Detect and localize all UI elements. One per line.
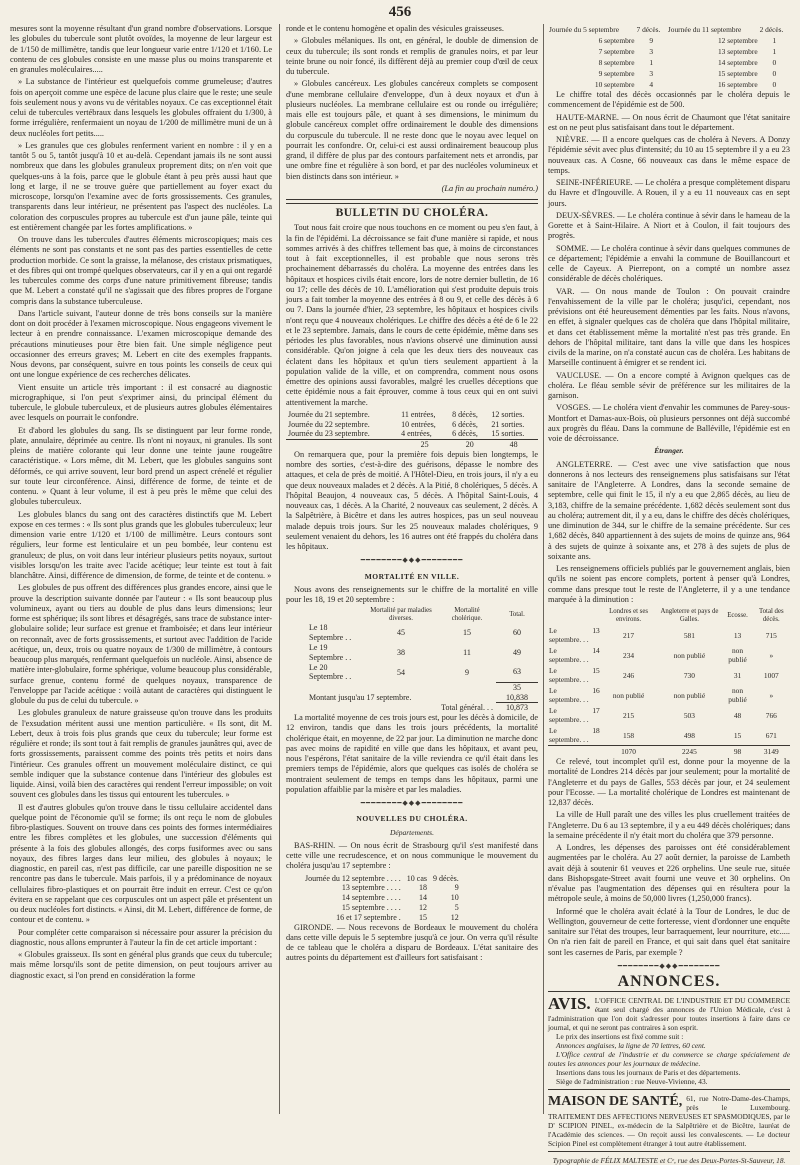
ad-line: Insertions dans tous les journaux de Paris et des départements. — [556, 1068, 741, 1078]
table-cell: Le 20 Septembre . . — [309, 662, 352, 682]
table-cell: 49 — [513, 647, 521, 657]
table-cell: 581 — [683, 630, 695, 640]
table-row — [306, 703, 538, 713]
table-cell: 10 — [450, 893, 459, 903]
ad-text: 61, rue Notre-Dame-des-Champs, près le Luxembourg. TRAITEMENT DES AFFECTIONS NERVEUSES ET SPASMODIQUES, par le D' SCIPION PINEL, ex-médecin de la Salpêtrière et de Bicêtre, lauréat de l'Académie des sciences. — On reçoit aussi les convalescents. — Le docteur Scipion Pinel est complètement étranger à tout autre établissement. — [548, 1094, 790, 1149]
table-cell: 715 — [765, 630, 777, 640]
table-cell: 9 — [454, 883, 459, 893]
divider — [286, 199, 538, 200]
table-cell: 16 et 17 septembre . — [336, 912, 401, 922]
table-cell: 16 septembre — [717, 80, 758, 89]
section-title-annonces: ANNONCES. — [617, 973, 721, 990]
ad-headline: MAISON DE SANTÉ, — [548, 1094, 683, 1110]
divider — [286, 203, 538, 204]
paragraph: ronde et le contenu homogène et opalin des vésicules graisseuses. — [286, 24, 504, 33]
section-title-mortalite: MORTALITÉ EN VILLE. — [364, 571, 460, 581]
table-cell: 4 entrées, — [401, 429, 432, 439]
advertisement-avis — [548, 996, 790, 1086]
table-row — [306, 663, 538, 683]
table-cell: 0 — [772, 80, 777, 89]
header-cell: Ecosse. — [727, 612, 748, 619]
england-table — [548, 607, 790, 757]
table-row — [548, 46, 790, 57]
table-row — [306, 682, 538, 692]
paragraph: Ce relevé, tout incomplet qu'il est, donne pour la moyenne de la mortalité de Londres 214 décès par jour seulement; pour la mortalité de l'Angleterre et du pays de Galles, 553 décès par jour, et 24 seulement pour l'Ecosse. — La mortalité cholérique de Londres est maintenant de 12,837 décès. — [548, 757, 790, 807]
paragraph: » Globules cancéreux. Les globules cancéreux complets se composent d'une membrane cellulaire d'enveloppe, d'un à deux noyaux et d'un à plusieurs nucléoles. La membrane cellulaire est ou ronde ou irrégulière; mais elle est toujours pâle, et quant à ses dimensions, le minimum du globule cancéreux complet offre ordinairement le double des dimensions du corpuscule du tubercule. Il ne reste donc que le noyau avec lequel on pourrait les confondre. Or, celui-ci est aussi ordinairement beaucoup plus grand, il diffère de plus par des contours parfaitement nets et arrondis, par une ombre fine et régulière à son bord, et par des nucléoles volumineux et bien distincts dans son intérieur. » — [286, 79, 538, 181]
table-cell: 12 sorties. — [491, 409, 525, 419]
gironde-table — [548, 24, 790, 90]
table-cell: 15 sorties. — [491, 429, 525, 439]
table-cell: 15 septembre — [717, 69, 758, 78]
table-cell: 15 septembre . . . . — [341, 903, 401, 912]
table-cell: 3 — [649, 69, 654, 78]
paragraph: Il est d'autres globules qu'on trouve dans le tissu cellulaire accidentel dans quelque point de l'économie qu'il se forme; ils ont reçu le nom de globules fibro-plastiques. Souvent on trouve dans ces points des formes intermédiaires entre les fibres complètes et les globules, une succession d'éléments qui présente à la fois des globules allongés, des corps fusiformes avec ou sans noyaux, des fibres larges dans leur milieu, des globules à noyaux; le diagnostic, en pareil cas, n'est pas difficile, car une pareille disposition ne se rencontre pas dans le tubercule. Mais parfois, il y a prédominance de noyaux cellulaires fibro-plastiques et on pourrait être induit en erreur. C'est ce qu'on évitera en se rappelant que ces corpuscules ont un aspect pâle et présentent un ou deux nucléoles fort distincts. « Ainsi, dit M. Lebert, différence de forme, de contour et de contenu. » — [10, 802, 272, 925]
header-cell: Mortalité cholérique. — [451, 607, 483, 623]
table-cell: 3 — [649, 47, 654, 56]
paragraph: SOMME. — Le choléra continue à sévir dans quelques communes de ce département; l'épidémie a envahi la commune de Bouillancourt et celle de Cayeux. A Pierrepont, on a compté un nombre assez considérable de décès cholériques. — [548, 243, 790, 284]
total-cell: 1070 — [621, 747, 636, 756]
table-row-totals — [548, 746, 790, 758]
column-1 — [10, 24, 272, 1114]
table-cell: Le 19 Septembre . . — [309, 643, 352, 662]
total-cell: 20 — [465, 440, 474, 450]
ad-headline: AVIS. — [548, 994, 591, 1014]
paragraph: » Les granules que ces globules renferment varient en nombre : il y en a tantôt 5 ou 5, tantôt jusqu'à 10 et au-delà. Cependant jamais ils ne sont aussi nombreux que dans les globules granuleux proprement dits; on n'en voit que quelques-uns à la fois, parce que le globule étant à peu près aussi haut que long et large, il ne se trouve guère que partiellement au foyer exact du microscope, lorsqu'on l'examine avec de forts grossissements. Ces granules, transparents dans leur intérieur, ne présentent pas l'aspect des nucléoles. La coloration des corpuscules propres au tubercule est d'un jaune pâle, teinte qui est entièrement changée par les fortes amplifications. » — [10, 140, 272, 232]
table-cell: 1007 — [763, 670, 779, 680]
table-cell: 234 — [623, 650, 635, 660]
table-cell: Le 18 septembre. . . — [549, 726, 600, 744]
table-cell: 158 — [623, 730, 635, 740]
table-cell: 12 — [418, 903, 427, 912]
table-cell: 45 — [397, 628, 405, 638]
table-cell: 11 — [463, 647, 471, 657]
total-cell: 2245 — [682, 747, 697, 756]
table-cell: 48 — [733, 710, 742, 720]
table-cell: 6 septembre — [598, 36, 635, 45]
total-cell: 48 — [509, 440, 518, 450]
paragraph: A Londres, les dépenses des paroisses ont été considérablement augmentées par le choléra. Au 27 août dernier, la paroisse de Lambeth avait déjà à soutenir 61 veuves et 226 orphelins. Une seule rue, située dans Bishopsgate-Street avait fourni une veuve et 30 orphelins. On n'évalue pas l'augmentation des dépenses qui en résultera pour la métropole seule, à moins de 50,000 livres (1,250,000 francs). — [548, 843, 790, 904]
table-row — [286, 410, 538, 420]
paragraph: VAUCLUSE. — On a encore compté à Avignon quelques cas de choléra. Le fléau semble sévir de préférence sur les militaires de la garnison. — [548, 370, 790, 400]
total-cell: 3149 — [763, 747, 779, 756]
table-cell: 215 — [623, 710, 635, 720]
table-row — [548, 57, 790, 68]
total-cell: 98 — [733, 747, 742, 756]
table-cell: 217 — [623, 630, 635, 640]
continued-note: (La fin au prochain numéro.) — [441, 183, 538, 193]
table-row — [302, 913, 462, 923]
advertisement-maison-de-sante — [548, 1094, 790, 1148]
table-cell: 246 — [623, 670, 635, 680]
paragraph: On trouve dans les tubercules d'autres éléments microscopiques; mais ces éléments ne sont pas constants et ne sont pas des parties essentielles de cette production morbide. Ce sont la graisse, la mélanose, des cristaux prismatiques, et des fibres qui ont trompé quelques observateurs, car il y en a qui ont regardé les tubercules comme des corps d'une nature primitivement fibreuse; tandis que M. Lebert a constaté qu'il ne s'agissait que des fibres propres de l'organe compris dans la substance tuberculeuse. — [10, 235, 272, 306]
table-cell: 6 décès, — [452, 429, 478, 439]
paragraph: Les globules de pus offrent des différences plus grandes encore, ainsi que le prouve la description suivante donnée par l'auteur : « Ils sont beaucoup plus volumineux, ayant ou tiers au double de plus dans leurs dimensions; leur forme est sphérique; ils sont libres et désagrégés, sans trace de substance inter-globulaire solide; leur surface est grenue et framboisée; et dans leur intérieur on reconnaît, avec de forts grossissements, et surtout avec l'addition de l'acide acétique, un, deux, trois ou quatre noyaux de 1/300 de millimètre, à contours beaucoup plus marqués, renfermant quelquefois un nucléole. Ainsi, absence de matière inter-globulaire, forme sphérique, volume beaucoup plus considérable, surface grenue, contenu formé de quelques noyaux, transparence de l'enveloppe par l'acide acétique : voilà autant de caractères qui distinguent le globule du pus de celui du tubercule. » — [10, 583, 272, 705]
table-row — [302, 874, 462, 884]
ornament-divider: ━━━━━━━━◆◆◆━━━━━━━━ — [360, 799, 464, 808]
table-cell: non publié — [673, 650, 706, 660]
table-cell: non publié — [728, 646, 747, 664]
table-cell: Montant jusqu'au 17 septembre. — [309, 692, 412, 702]
table-cell: 5 — [454, 903, 459, 912]
paragraph: Dans l'article suivant, l'auteur donne de très bons conseils sur la manière dont on doit procéder à l'examen microscopique. Nous engageons vivement le lecteur à en prendre connaissance. L'examen microscopique demande des précautions minutieuses pour être bien fait. Une simple négligence peut occasionner des erreurs graves; M. Lebert en cite des exemples frappants. Nous devons, par conséquent, suivre en tous points les conseils de ceux qui ont une longue expérience de ces recherches délicates. — [10, 308, 272, 380]
bas-rhin-table — [302, 874, 462, 923]
table-cell: Journée du 21 septembre. — [288, 409, 370, 419]
table-cell: Le 14 septembre. . . — [549, 646, 600, 664]
paragraph: La ville de Hull paraît une des villes les plus cruellement traitées de l'Angleterre. Du 6 au 13 septembre, il y a eu 449 décès cholériques; dans la semaine précédente il n'y était mort du choléra que 379 personne. — [548, 810, 790, 840]
ad-line: Siège de l'administration : rue Neuve-Vivienne, 43. — [556, 1077, 708, 1087]
table-row — [548, 79, 790, 90]
paragraph: HAUTE-MARNE. — On nous écrit de Chaumont que l'état sanitaire est on ne peut plus satisfaisant dans tout le département. — [548, 112, 790, 132]
table-cell: 12 septembre — [717, 36, 758, 45]
table-header-row — [306, 607, 538, 623]
section-title-bulletin: BULLETIN DU CHOLÉRA. — [335, 207, 489, 219]
table-cell: 4 — [649, 80, 654, 89]
table-header-row — [548, 607, 790, 625]
table-cell: 9 septembre — [598, 69, 635, 78]
paragraph: Vient ensuite un article très important : il est consacré au diagnostic micrographique, si l'on peut s'exprimer ainsi, du principal élément du tubercule, le globule tuberculeux, et de plusieurs autres globules élémentaires avec lesquels on pourrait le confondre. — [10, 382, 272, 423]
table-cell: 38 — [397, 647, 405, 657]
paragraph: Le chiffre total des décès occasionnés par le choléra depuis le commencement de l'épidémie est de 500. — [548, 90, 790, 110]
table-cell: 15 — [463, 628, 471, 638]
divider — [548, 1089, 790, 1090]
paragraph: DEUX-SÈVRES. — Le choléra continue à sévir dans le hameau de la Gorette et à Saint-Hilaire. A Niort et à Coulon, il fait toujours des progrès. — [548, 210, 790, 241]
ad-line: Annonces anglaises, la ligne de 70 lettres, 60 cent. — [556, 1041, 706, 1051]
paragraph: Pour compléter cette comparaison si nécessaire pour assurer la précision du diagnostic, nous allons emprunter à l'auteur la fin de cet article important : — [10, 927, 272, 947]
ornament-divider: ━━━━━━━━◆◆◆━━━━━━━━ — [617, 961, 721, 970]
table-cell: Journée du 12 septembre . . . . — [305, 873, 401, 883]
table-cell: 13 — [733, 630, 742, 640]
table-row — [548, 705, 790, 725]
paragraph: BAS-RHIN. — On nous écrit de Strasbourg qu'il s'est manifesté dans cette ville une recrudescence, et on nous communique le mouvement du choléra jusqu'au 17 septembre : — [286, 840, 538, 871]
paragraph: mesures sont la moyenne résultant d'un grand nombre d'observations. Lorsque les globules du tubercule sont plutôt ovoïdes, la moyenne de leur largeur est de 1/150 de millimètre, tandis que leur longueur varie entre 1/120 et 1/160. Le contenu de ces globules consiste en une masse plus ou moins transparente et en granules moléculaires..... — [10, 24, 272, 74]
paragraph: » La substance de l'intérieur est quelquefois comme grumeleuse; d'autres fois on aperçoit comme une espèce de lacune plus claire que le reste; une seule fois seulement nous y avons vu de véritables noyaux. Ce cas exceptionnel était celui de tubercules vertébraux dans lesquels les globules offraient du 1/300, à forme irrégulière, renfermaient un noyau de 1/200 de millimètre muni de un à deux nucléoles fort petits..... — [10, 77, 272, 138]
table-cell: 31 — [733, 670, 742, 680]
table-cell: 60 — [513, 628, 521, 638]
table-cell: Total général. . . — [441, 703, 493, 713]
table-row — [302, 903, 462, 913]
header-cell: Angleterre et pays de Galles. — [660, 608, 719, 623]
table-cell: 15 — [733, 730, 742, 740]
column-divider — [543, 24, 544, 1114]
table-cell: Journée du 22 septembre. — [288, 419, 370, 429]
paragraph: Informé que le choléra avait éclaté à la Tour de Londres, le duc de Wellington, gouverneur de cette forteresse, vient d'ordonner une enquête sanitaire sur l'état des troupes, leur barraquement, leur nourriture, etc..... On n'a rien fait de pareil en France, et qui sait dans quel état sanitaire sont les casernes de Paris, par exemple ? — [548, 906, 790, 957]
table-row — [548, 645, 790, 665]
table-row — [286, 429, 538, 439]
table-cell: 15 — [418, 912, 427, 922]
header-cell: Mortalité par maladies diverses. — [370, 607, 432, 623]
ad-line: Le prix des insertions est fixé comme suit : — [556, 1032, 684, 1042]
ad-text: L'OFFICE CENTRAL DE L'INDUSTRIE ET DU COMMERCE étant seul chargé des annonces de l'Union Médicale, c'est à l'administration que l'on doit s'adresser pour toutes insertions à faire dans ce journal, et qui ne seront pas contraires à son esprit. — [548, 996, 790, 1033]
table-cell: 21 sorties. — [491, 419, 525, 429]
paragraph: Les globules granuleux de nature graisseuse qu'on trouve dans les produits de l'exsudation méritent aussi une mention particulière. « Ils sont, dit M. Lebert, deux à trois fois plus grands que ceux du tubercule; leur forme est régulière et ronde; ils sont tout à fait remplis de granules jaunâtres qui, avec de forts grossissements, paraissent comme des points très petits et noirs dans l'intérieur. Ces granules offrent un mouvement moléculaire distinct, ce qui semble indiquer que la substance contenue dans l'intérieur des globules est liquide. Ainsi, voilà bien des caractères qui rendent l'erreur impossible; on voit souvent ces globules dans les tissus qui entourent les tubercules. » — [10, 708, 272, 800]
table-cell: 498 — [683, 730, 695, 740]
header-cell — [548, 607, 601, 625]
paragraph: « Globules graisseux. Ils sont en général plus grands que ceux du tubercule; mais même lorsqu'ils sont de petite dimension, on peut toujours arriver au diagnostic exact, si l'on prend en considération la forme — [10, 950, 272, 980]
table-cell: Le 13 septembre. . . — [549, 626, 600, 644]
table-cell: 0 — [772, 69, 777, 78]
bulletin-table — [286, 410, 538, 450]
table-cell: 1 — [772, 47, 777, 56]
paragraph: On remarquera que, pour la première fois depuis bien longtemps, le nombre des sorties, c'est-à-dire des guérisons, dépasse le nombre des attaques, et cela de près de moitié. A l'Hôtel-Dieu, en trois jours, il n'y a eu que deux nouveaux malades et 2 décès. A la Pitié, 8 cholériques, 5 décès. A l'hôpital Beaujon, 4 nouveaux cas, 5 décès. A l'hôpital Saint-Louis, 4 nouveaux cas, 1 décès. A la Charité, 2 nouveaux cas seulement, 2 décès. A la Salpêtrière, à Bicêtre et dans les autres hospices, pas un seul nouveau malade depuis trois jours. Sur les 25 nouveaux malades cholériques, 9 seulement venaient du dehors, les 16 autres ont été frappés du choléra dans les hôpitaux. — [286, 449, 538, 552]
table-cell: 9 décès. — [432, 873, 459, 883]
table-cell: 6 décès, — [452, 419, 478, 429]
paragraph: VAR. — On nous mande de Toulon : On pouvait craindre l'envahissement de la ville par le choléra; jusqu'ici, cependant, nos prévisions ont été heureusement démenties par les faits. Nous n'avons, en effet, à signaler quelques cas de choléra que dans l'hôpital militaire, et dans cet établissement même la mortalité n'est pas très grande. En dehors de l'hôpital militaire, tant dans la ville que dans les hospices civils de la marine, on n'a constaté aucun cas de choléra. Les habitans de Marseille continuent à émigrer et se rendent ici. — [548, 286, 790, 368]
column-3 — [548, 24, 790, 1165]
table-cell: Le 16 septembre. . . — [549, 686, 600, 704]
divider — [548, 1151, 790, 1152]
paragraph: ANGLETERRE. — C'est avec une vive satisfaction que nous donnerons à nos lecteurs des renseignemens plus satisfaisans sur l'état sanitaire de l'Angleterre. A Londres, dans la seconde semaine de septembre, celle qui finit le 15, il n'y a eu que 2,865 décès, au lieu de 3,183, chiffre de la semaine précédente. 1,682 décès seulement sont dus au choléra; autrement dit, il y a eu, dans le chiffre des décès cholériques, une diminution de 344, sur le chiffre de la semaine précédente. Sur ces 1,682 décès, 840 appartiennent à des sujets de moins de quinze ans, 964 à des sujets de quinze à soixante ans, et 278 à des sujets de plus de soixante ans. — [548, 459, 790, 561]
table-cell: 0 — [772, 58, 777, 67]
paragraph: NIÈVRE. — Il a encore quelques cas de choléra à Nevers. A Donzy l'épidémie sévit avec plus d'intensité; du 10 au 15 septembre il y a eu 23 nouveaux cas. A Cosne, 66 nouveaux cas dans le même espace de temps. — [548, 135, 790, 175]
table-cell: 1 — [772, 36, 777, 45]
table-row — [302, 883, 462, 893]
table-cell: 671 — [765, 730, 777, 740]
table-cell: 8 décès, — [452, 409, 478, 419]
section-title-nouvelles: NOUVELLES DU CHOLÉRA. — [356, 814, 468, 824]
total-cell: 25 — [420, 440, 429, 450]
ad-line: L'Office central de l'industrie et du commerce se charge spécialement de toutes les annonces pour les journaux de médecine. — [548, 1050, 790, 1069]
header-cell: Total. — [509, 611, 525, 619]
table-cell: 54 — [397, 667, 405, 677]
table-cell: 7 septembre — [598, 47, 635, 56]
paragraph: GIRONDE. — Nous recevons de Bordeaux le mouvement du choléra dans cette ville depuis le 5 septembre jusqu'à ce jour. On verra qu'il résulte de ce tableau que le choléra a disparu de Bordeaux. L'état sanitaire des autres points du département est d'ailleurs fort satisfaisant : — [286, 922, 538, 963]
paragraph: Les renseignemens officiels publiés par le gouvernement anglais, bien qu'ils ne soient pas encore complets, portent à penser qu'à Londres, comme dans presque tout le reste de l'Angleterre, il y a une tendance marquée à la diminution : — [548, 564, 790, 604]
header-cell: Total des décès. — [758, 608, 784, 623]
table-cell: 9 — [465, 667, 469, 677]
table-row — [548, 725, 790, 746]
table-row — [548, 665, 790, 685]
table-cell: non publié — [728, 686, 747, 704]
header-cell — [306, 607, 364, 623]
table-cell: Le 17 septembre. . . — [549, 706, 600, 724]
table-row — [548, 35, 790, 46]
table-row — [306, 623, 538, 643]
paragraph: Et d'abord les globules du sang. Ils se distinguent par leur forme ronde, plate, annulaire, déprimée au centre. Ils n'ont ni noyaux, ni granules. Ils sont pleins de matière colorante qui leur donne une teinte jaune rougeâtre caractéristique. « Lors même, dit M. Lebert, que les globules sanguins sont déformés, ce qui arrive souvent, leur bord prend un aspect crénelé et régulier sur toute leur circonférence. Ainsi, différence de forme, de teinte et de contenu. » Quant à leur volume, il est à peu près le même que celui des globules tuberculeux. — [10, 425, 272, 507]
paragraph: VOSGES. — Le choléra vient d'envahir les communes de Parey-sous-Montfort et Damas-aux-Bois, où plusieurs personnes ont déjà succombé aux progrès du fléau. Dans la commune de Balléville, l'épidémie est en voie de décroissance. — [548, 403, 790, 443]
table-cell: 7 décès. — [636, 25, 661, 34]
table-row-totals — [286, 440, 538, 450]
paragraph: » Globules mélaniques. Ils ont, en général, le double de dimension de ceux du tubercule; ils sont ronds et remplis de granules noirs, et par leur teinte brune ou noir foncé, ils diffèrent déjà au premier coup d'œil de ceux du tubercule. — [286, 36, 538, 76]
table-cell: non publié — [673, 690, 706, 700]
table-cell: 1 — [649, 58, 654, 67]
table-row — [306, 693, 538, 703]
imprint: Typographie de FÉLIX MALTESTE et Cᵉ, rue des Deux-Portes-St-Sauveur, 18. — [552, 1156, 786, 1165]
table-cell: 14 septembre — [717, 58, 758, 67]
table-cell: non publié — [612, 690, 645, 700]
column-2 — [286, 24, 538, 1114]
table-cell: Le 15 septembre. . . — [549, 666, 600, 684]
table-cell: 2 décès. — [759, 25, 784, 34]
ornament-divider: ━━━━━━━━◆◆◆━━━━━━━━ — [360, 556, 464, 565]
table-cell: 14 septembre . . . . — [341, 893, 401, 903]
table-cell: Journée du 11 septembre — [667, 25, 742, 34]
table-cell: Journée du 23 septembre. — [288, 429, 370, 439]
table-cell: 63 — [513, 667, 521, 677]
table-row — [286, 420, 538, 430]
table-cell: » — [769, 690, 774, 700]
table-cell: 13 septembre — [717, 47, 758, 56]
paragraph: Nous avons des renseignements sur le chiffre de la mortalité en ville pour les 18, 19 et 20 septembre : — [286, 584, 538, 605]
paragraph: Tout nous fait croire que nous touchons en ce moment ou peu s'en faut, à la fin de l'épidémi. La décroissance se fait d'une manière si rapide, et nous sommes arrivés à des chiffres tellement bas que, à moins de circonstances tout à fait exceptionnelles, il est probable que nous serons très prochainement débarrassés du choléra. La moyenne des entrées dans les hôpitaux et hospices civils était encore, lors de notre dernier bulletin, de 16 ou 17; celle des décès de 10. L'amélioration qui s'est produite depuis trois jours a fait tomber la moyenne des entrées à 8 ou 9, et celle des décès à 6 ou 7. Dans la journée d'hier, 23 septembre, les hôpitaux et hospices civils n'ont reçu que 4 nouveaux cholériques. Le chiffre des décès a été de 6 le 22 et le 23 septembre. Jamais, dans le cours de cette épidémie, même dans ses périodes les plus favorables, nous n'avions observé une diminution aussi considérable. Qu'on joigne à cela que les deux tiers des nouveaux cas éclatent dans les hôpitaux et qu'un tiers seulement appartient à la population valide de la ville, et on comprendra, comment nous osons émettre des opinions aussi favorables, malgré les cruelles déceptions que cette épidémie nous a fait éprouver, comme à tous ceux qui en ont suivi attentivement la marche. — [286, 223, 538, 407]
table-cell: 8 septembre — [598, 58, 635, 67]
table-cell: 503 — [683, 710, 695, 720]
table-cell: 766 — [765, 710, 777, 720]
table-cell: 10 septembre — [594, 80, 635, 89]
table-cell: Journée du 5 septembre — [549, 25, 619, 34]
table-cell: » — [769, 650, 774, 660]
table-row — [306, 643, 538, 663]
sum-cell: 35 — [496, 682, 538, 692]
table-row — [548, 625, 790, 645]
page-number: 456 — [388, 4, 412, 20]
table-row — [548, 24, 790, 35]
table-row — [548, 68, 790, 79]
paragraph: La mortalité moyenne de ces trois jours est, pour les décès à domicile, de 12 environ, tandis que dans les trois jours précédents, la mortalité cholérique était, en moyenne, de 22 par jour. La diminution ne marche donc pas avec moins de rapidité en ville que dans les hôpitaux, et avant peu, nous l'espérons, l'état sanitaire de la ville reviendra ce qu'il était dans les premiers temps de l'épidémie, alors que quelques cas isolés de choléra se montraient seulement de temps en temps dans les hôpitaux, parmi une population affaiblie par la misère et par les maladies. — [286, 713, 538, 794]
table-row — [548, 685, 790, 705]
table-cell: 10,838 — [506, 692, 528, 702]
table-cell: 9 — [649, 36, 654, 45]
table-cell: 10 cas — [406, 873, 427, 883]
header-cell: Londres et ses environs. — [609, 608, 648, 623]
column-divider — [279, 24, 280, 1114]
section-subtitle: Départements. — [390, 827, 434, 837]
table-cell: 12 — [450, 912, 459, 922]
table-row — [302, 893, 462, 903]
table-cell: 730 — [683, 670, 695, 680]
table-cell: 14 — [418, 893, 427, 903]
table-cell: 10 entrées, — [401, 419, 436, 429]
total-cell: 10,873 — [496, 703, 538, 713]
divider — [548, 991, 790, 992]
table-cell: 13 septembre . . . . — [341, 883, 401, 893]
table-cell: 11 entrées, — [401, 409, 436, 419]
section-subtitle-etranger: Étranger. — [654, 446, 684, 456]
mortality-table — [306, 607, 538, 713]
table-cell: Le 18 Septembre . . — [309, 623, 352, 643]
paragraph: SEINE-INFÉRIEURE. — Le choléra a presque complètement disparu du Havre et d'Ingouville. A Rouen, il y a eu 11 nouveaux cas en sept jours. — [548, 178, 790, 208]
table-cell: 18 — [418, 883, 427, 893]
paragraph: Les globules blancs du sang ont des caractères distinctifs que M. Lebert expose en ces termes : « Ils sont plus grands que les globules tuberculeux; leur dimension varie entre 1/120 et 1/100 de millimètre. Leurs contours sont réguliers, leur forme est lenticulaire et un peu bombée, leur contenu est granuleux; de plus, on voit dans leur intérieur plusieurs petits noyaux, surtout visibles lorsqu'on les traite avec l'acide acétique; leur teinte est tout à fait blanchâtre. Ainsi, différence de dimension, de forme, de teinte et de contenu. » — [10, 509, 272, 580]
